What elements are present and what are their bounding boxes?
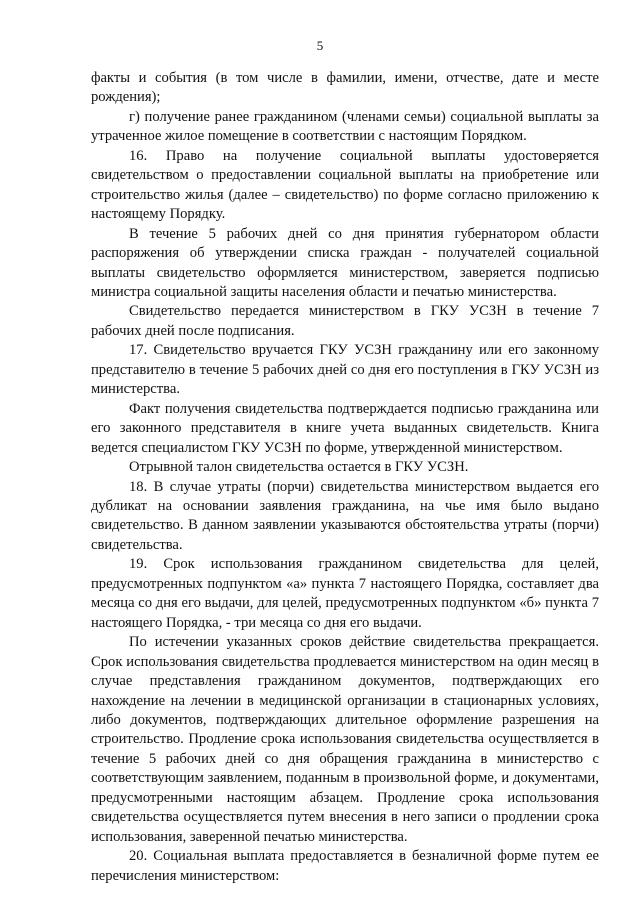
paragraph-17: 17. Свидетельство вручается ГКУ УСЗН гражданину или его законному представителю в течение 5 рабочих дней со дня его поступления в ГКУ УСЗН из министерства. (91, 342, 599, 398)
paragraph-19-extension: По истечении указанных сроков действие свидетельства прекращается. Срок использования свидетельства продлевается министерством на один месяц в случае представления гражданином документов, подтверждающих его нахождение на лечении в медицинской организации в стационарных условиях, либо документов, подтверждающих длительное оформление разрешения на строительство. Продление срока использования свидетельства осуществляется в течение 5 рабочих дней со дня обращения гражданина в министерство с соответствующим заявлением, поданным в произвольной форме, и документами, предусмотренными настоящим абзацем. Продление срока использования свидетельства осуществляется путем внесения в него записи о продлении срока использования, заверенной печатью министерства. (91, 634, 599, 845)
document-body (91, 69, 599, 886)
paragraph-17-stub: Отрывной талон свидетельства остается в ГКУ УСЗН. (129, 459, 469, 476)
paragraph-16: 16. Право на получение социальной выплаты удостоверяется свидетельством о предоставлении социальной выплаты на приобретение или строительство жилья (далее – свидетельство) по форме согласно приложению к настоящему Порядку. (91, 147, 599, 223)
paragraph-continuation: факты и события (в том числе в фамилии, имени, отчестве, дате и месте рождения); (91, 70, 599, 106)
paragraph-18: 18. В случае утраты (порчи) свидетельства министерством выдается его дубликат на основании заявления гражданина, на чье имя было выдано свидетельство. В данном заявлении указываются обстоятельства утраты (порчи) свидетельства. (91, 478, 599, 553)
paragraph-subitem-g: г) получение ранее гражданином (членами семьи) социальной выплаты за утраченное жилое помещение в соответствии с настоящим Порядком. (91, 108, 599, 145)
paragraph-19: 19. Срок использования гражданином свидетельства для целей, предусмотренных подпунктом «а» пункта 7 настоящего Порядка, составляет два месяца со дня его выдачи, для целей, предусмотренных подпунктом «б» пункта 7 настоящего Порядка, - три месяца со дня его выдачи. (91, 556, 599, 631)
paragraph-16-transfer: Свидетельство передается министерством в ГКУ УСЗН в течение 7 рабочих дней после подписания. (91, 303, 599, 339)
paragraph-16-issue-term: В течение 5 рабочих дней со дня принятия губернатором области распоряжения об утверждении списка граждан - получателей социальной выплаты свидетельство оформляется министерством, заверяется подписью министра социальной защиты населения области и печатью министерства. (91, 225, 599, 300)
paragraph-20: 20. Социальная выплата предоставляется в безналичной форме путем ее перечисления министерством: (91, 848, 599, 884)
page-number: 5 (316, 38, 324, 53)
paragraph-17-receipt: Факт получения свидетельства подтверждается подписью гражданина или его законного представителя в книге учета выданных свидетельств. Книга ведется специалистом ГКУ УСЗН по форме, утвержденной министерством. (91, 400, 599, 456)
